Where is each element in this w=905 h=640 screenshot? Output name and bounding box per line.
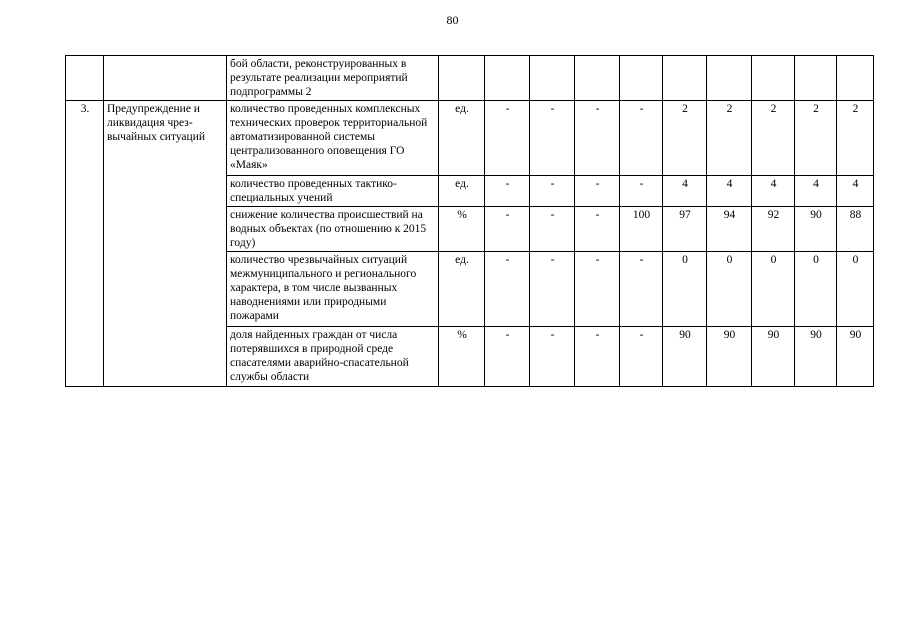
row-number-cell bbox=[66, 56, 104, 101]
value-cell bbox=[575, 56, 620, 101]
value-cell: 0 bbox=[837, 252, 874, 327]
value-cell: 4 bbox=[752, 176, 795, 207]
section-name-cell: Предупреждение и ликвидация чрезвычайных ситуаций bbox=[104, 101, 227, 387]
indicator-name-cell: количество проведенных комплексных технических проверок территориальной автоматизированной системы централизованного оповещения ГО «Маяк» bbox=[227, 101, 439, 176]
value-cell: - bbox=[530, 252, 575, 327]
table-row bbox=[66, 56, 874, 101]
value-cell: 2 bbox=[837, 101, 874, 176]
value-cell: - bbox=[620, 252, 663, 327]
value-cell: 92 bbox=[752, 207, 795, 252]
value-cell: 2 bbox=[707, 101, 752, 176]
value-cell: - bbox=[485, 327, 530, 387]
value-cell: 90 bbox=[707, 327, 752, 387]
unit-cell: ед. bbox=[439, 252, 485, 327]
indicator-name-cell: количество чрезвычайных ситуаций межмуниципального и регионального характера, в том числе вызванных наводнениями или природными пожарами bbox=[227, 252, 439, 327]
unit-cell bbox=[439, 56, 485, 101]
page-number: 80 bbox=[446, 13, 459, 27]
unit-cell: % bbox=[439, 327, 485, 387]
value-cell: 90 bbox=[663, 327, 707, 387]
value-cell: - bbox=[575, 207, 620, 252]
indicator-name-cell: доля найденных граждан от числа потерявшихся в природной среде спасателями аварийно-спасательной службы области bbox=[227, 327, 439, 387]
value-cell: 90 bbox=[795, 207, 837, 252]
value-cell bbox=[707, 56, 752, 101]
value-cell bbox=[837, 56, 874, 101]
value-cell bbox=[663, 56, 707, 101]
value-cell: 0 bbox=[707, 252, 752, 327]
value-cell: - bbox=[485, 207, 530, 252]
value-cell: - bbox=[485, 101, 530, 176]
table-row bbox=[66, 101, 874, 176]
value-cell: - bbox=[620, 176, 663, 207]
value-cell: 4 bbox=[663, 176, 707, 207]
value-cell bbox=[485, 56, 530, 101]
value-cell: - bbox=[620, 327, 663, 387]
value-cell: 90 bbox=[795, 327, 837, 387]
value-cell: 100 bbox=[620, 207, 663, 252]
value-cell: 0 bbox=[663, 252, 707, 327]
value-cell: - bbox=[530, 207, 575, 252]
value-cell: - bbox=[530, 327, 575, 387]
value-cell bbox=[620, 56, 663, 101]
section-name-cell bbox=[104, 56, 227, 101]
value-cell: - bbox=[575, 327, 620, 387]
value-cell: 4 bbox=[837, 176, 874, 207]
value-cell: - bbox=[530, 176, 575, 207]
value-cell bbox=[752, 56, 795, 101]
value-cell: 90 bbox=[837, 327, 874, 387]
value-cell bbox=[530, 56, 575, 101]
unit-cell: ед. bbox=[439, 101, 485, 176]
value-cell: - bbox=[620, 101, 663, 176]
value-cell: 4 bbox=[795, 176, 837, 207]
value-cell: 4 bbox=[707, 176, 752, 207]
indicators-table bbox=[65, 55, 874, 387]
indicator-name-cell: снижение количества происшествий на водных объектах (по отношению к 2015 году) bbox=[227, 207, 439, 252]
value-cell: - bbox=[575, 176, 620, 207]
indicator-name-cell: количество проведенных тактико-специальных учений bbox=[227, 176, 439, 207]
unit-cell: % bbox=[439, 207, 485, 252]
value-cell: 2 bbox=[795, 101, 837, 176]
indicator-name-cell: бой области, реконструированных в результате реализации мероприятий подпрограммы 2 bbox=[227, 56, 439, 101]
value-cell bbox=[795, 56, 837, 101]
unit-cell: ед. bbox=[439, 176, 485, 207]
value-cell: - bbox=[575, 101, 620, 176]
value-cell: - bbox=[485, 176, 530, 207]
row-number-cell: 3. bbox=[66, 101, 104, 387]
value-cell: 2 bbox=[752, 101, 795, 176]
value-cell: 97 bbox=[663, 207, 707, 252]
value-cell: 88 bbox=[837, 207, 874, 252]
value-cell: 0 bbox=[795, 252, 837, 327]
value-cell: - bbox=[530, 101, 575, 176]
value-cell: 2 bbox=[663, 101, 707, 176]
value-cell: 90 bbox=[752, 327, 795, 387]
value-cell: 0 bbox=[752, 252, 795, 327]
value-cell: - bbox=[485, 252, 530, 327]
value-cell: - bbox=[575, 252, 620, 327]
value-cell: 94 bbox=[707, 207, 752, 252]
